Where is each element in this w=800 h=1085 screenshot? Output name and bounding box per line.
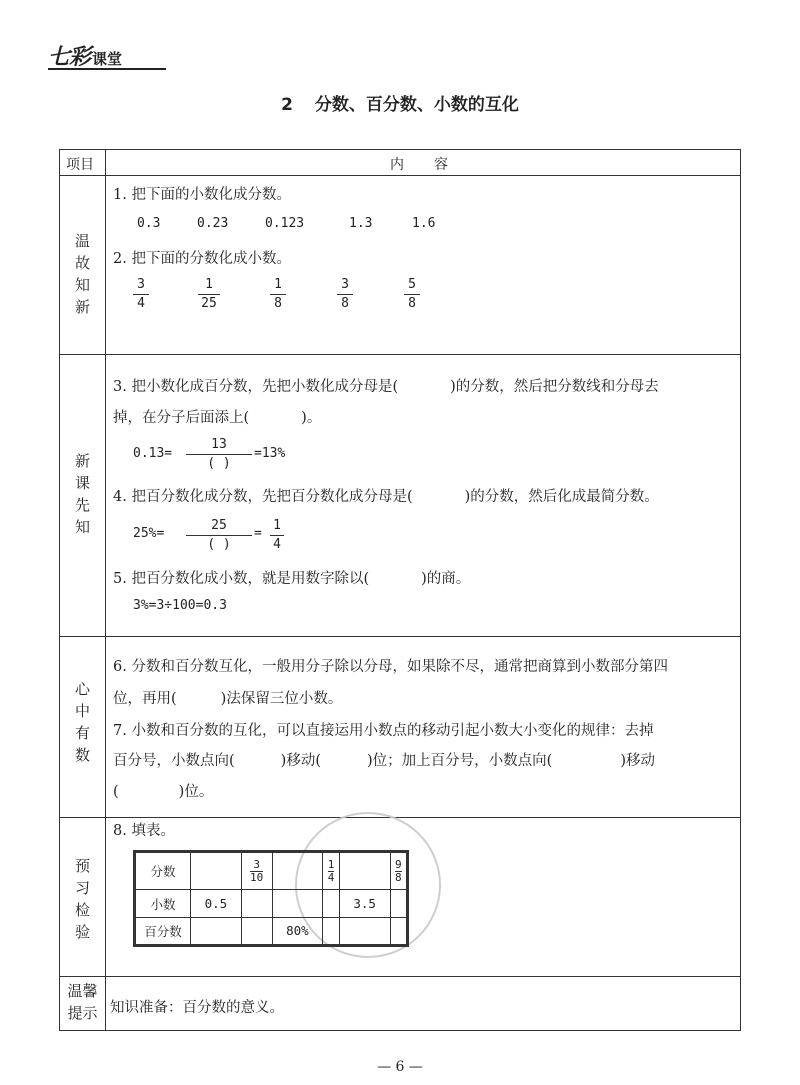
table-cell[interactable] <box>339 853 390 890</box>
table-row <box>136 853 407 890</box>
example-left: 25%= <box>133 526 165 541</box>
question-7-line-3: ( )位。 <box>113 784 214 800</box>
table-cell: 80% <box>272 917 323 944</box>
section-label-review <box>60 230 105 318</box>
row-divider <box>60 976 740 977</box>
table-cell: $\frac{1}{4}$ <box>323 853 339 890</box>
section-label-text: 新 课 先 知 <box>74 452 90 536</box>
question-8: 8. 填表。 <box>113 823 175 839</box>
header-content: 内容 <box>390 157 478 173</box>
section-label-text: 心 中 有 数 <box>74 680 90 764</box>
row-divider <box>60 175 740 176</box>
row-divider <box>60 354 740 355</box>
question-1: 1. 把下面的小数化成分数。 <box>113 187 291 203</box>
decimal-value: 0.23 <box>197 216 229 231</box>
table-cell[interactable] <box>272 890 323 917</box>
table-cell: $\frac{3}{10}$ <box>241 853 272 890</box>
question-2: 2. 把下面的分数化成小数。 <box>113 251 291 267</box>
brand-underline <box>48 68 166 70</box>
fraction: 1 25 <box>198 277 220 312</box>
table-cell[interactable] <box>390 917 406 944</box>
question-6-line-1: 6. 分数和百分数互化，一般用分子除以分母，如果除不尽，通常把商算到小数部分第四 <box>113 659 668 675</box>
table-cell[interactable] <box>323 890 339 917</box>
decimal-value: 1.3 <box>349 216 373 231</box>
decimal-value: 0.123 <box>265 216 305 231</box>
brand-plain: 课堂 <box>92 50 123 68</box>
table-cell: $\frac{9}{8}$ <box>390 853 406 890</box>
section-label-text: 温馨 提示 <box>67 982 98 1022</box>
table-row <box>136 890 407 917</box>
question-3-line-1: 3. 把小数化成百分数，先把小数化成分母是( )的分数，然后把分数线和分母去 <box>113 379 659 395</box>
row-divider <box>60 636 740 637</box>
equals-sign: = <box>254 526 262 541</box>
brand-script: 七彩 <box>48 45 91 70</box>
section-label-preview <box>60 855 105 943</box>
table-cell[interactable] <box>241 890 272 917</box>
fraction: 5 8 <box>404 277 420 312</box>
fraction: 1 8 <box>270 277 286 312</box>
brand-logo <box>48 40 122 71</box>
section-label-newlesson <box>60 450 105 538</box>
row-divider <box>60 817 740 818</box>
table-cell: 0.5 <box>191 890 242 917</box>
table-row <box>136 917 407 944</box>
tip-text: 知识准备：百分数的意义。 <box>110 1000 284 1016</box>
table-cell[interactable] <box>191 917 242 944</box>
section-label-tip <box>60 980 105 1024</box>
fraction: 25 ( ) <box>186 518 252 553</box>
table-cell: 3.5 <box>339 890 390 917</box>
table-cell[interactable] <box>241 917 272 944</box>
page-title <box>0 90 800 115</box>
question-7-line-2: 百分号，小数点向( )移动( )位；加上百分号，小数点向( )移动 <box>113 753 655 769</box>
title-text: 分数、百分数、小数的互化 <box>314 95 519 115</box>
question-5: 5. 把百分数化成小数，就是用数字除以( )的商。 <box>113 571 471 587</box>
example-right: =13% <box>254 446 286 461</box>
title-number: 2 <box>281 95 293 115</box>
table-cell[interactable] <box>339 917 390 944</box>
header-item: 项目 <box>66 157 94 173</box>
column-divider <box>105 150 106 1030</box>
fraction: 3 4 <box>133 277 149 312</box>
table-cell[interactable] <box>390 890 406 917</box>
row-header: 百分数 <box>136 917 191 944</box>
fraction: 1 4 <box>270 518 284 553</box>
fraction: 13 ( ) <box>186 437 252 472</box>
section-label-text: 预 习 检 验 <box>74 857 90 941</box>
section-label-mind <box>60 678 105 766</box>
question-3-line-2: 掉，在分子后面添上( )。 <box>113 410 322 426</box>
decimal-value: 0.3 <box>137 216 161 231</box>
question-6-line-2: 位，再用( )法保留三位小数。 <box>113 691 343 707</box>
page-number: — 6 — <box>377 1059 423 1075</box>
row-header: 分数 <box>136 853 191 890</box>
question-4: 4. 把百分数化成分数，先把百分数化成分母是( )的分数，然后化成最简分数。 <box>113 489 659 505</box>
row-header: 小数 <box>136 890 191 917</box>
example-left: 0.13= <box>133 446 173 461</box>
section-label-text: 温 故 知 新 <box>74 232 90 316</box>
question-7-line-1: 7. 小数和百分数的互化，可以直接运用小数点的移动引起小数大小变化的规律：去掉 <box>113 723 654 739</box>
table-cell[interactable] <box>323 917 339 944</box>
example: 3%=3÷100=0.3 <box>133 598 227 613</box>
table-cell[interactable] <box>191 853 242 890</box>
fill-table <box>133 850 409 947</box>
fraction: 3 8 <box>337 277 353 312</box>
table-cell[interactable] <box>272 853 323 890</box>
decimal-value: 1.6 <box>412 216 436 231</box>
